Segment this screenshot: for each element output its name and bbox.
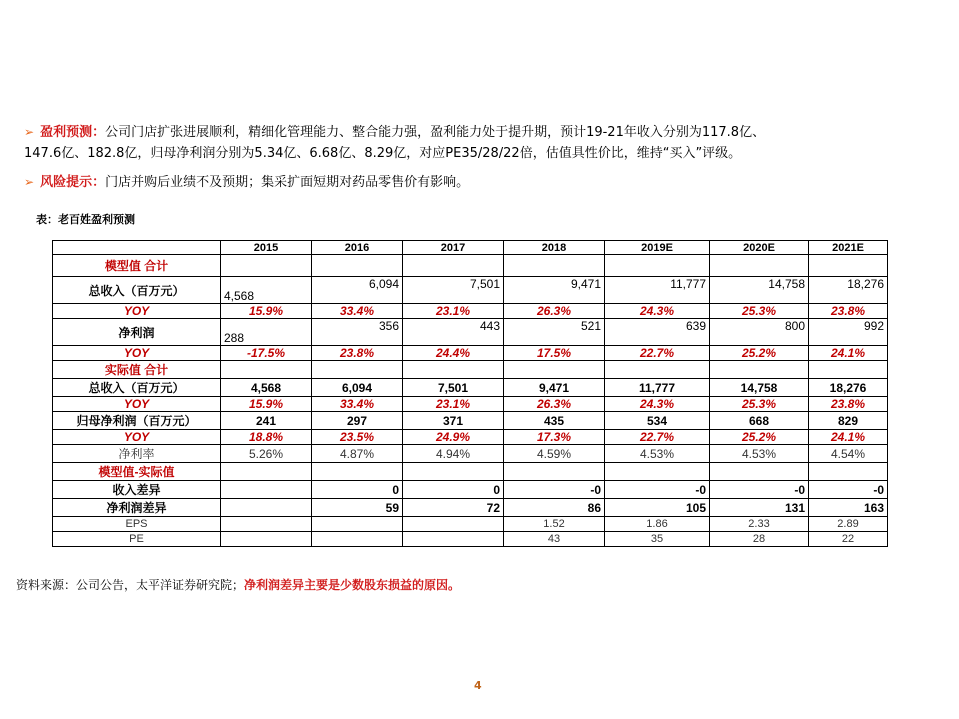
table-cell: 9,471: [504, 277, 605, 304]
table-row: [53, 430, 888, 445]
table-cell: 829: [809, 412, 888, 430]
table-cell: 24.3%: [605, 304, 710, 319]
table-cell: 4.59%: [504, 445, 605, 463]
section-label: 模型值 合计: [53, 255, 221, 277]
header-row: [53, 241, 888, 255]
table-cell: 24.1%: [809, 346, 888, 361]
source-note: [16, 576, 460, 593]
row-label: 总收入（百万元）: [53, 277, 221, 304]
table-row: [53, 517, 888, 532]
table-cell: 15.9%: [221, 397, 312, 412]
table-cell: 33.4%: [312, 304, 403, 319]
table-row: [53, 499, 888, 517]
row-label: 归母净利润（百万元）: [53, 412, 221, 430]
table-cell: 18,276: [809, 277, 888, 304]
table-cell: 992: [809, 319, 888, 346]
table-cell: [221, 499, 312, 517]
row-label: 净利润: [53, 319, 221, 346]
table-cell: -0: [504, 481, 605, 499]
row-label: YOY: [53, 304, 221, 319]
table-row: [53, 532, 888, 547]
profit-forecast-table: [52, 240, 888, 547]
table-cell: 297: [312, 412, 403, 430]
table-cell: [403, 517, 504, 532]
year-header: 2017: [403, 241, 504, 255]
table-cell: 23.8%: [809, 304, 888, 319]
table-cell: 23.1%: [403, 397, 504, 412]
arrow-bullet-icon: ➢: [24, 175, 35, 189]
table-cell: [221, 481, 312, 499]
section-label: 实际值 合计: [53, 361, 221, 379]
profit-forecast-bullet: [24, 122, 924, 164]
year-header: 2020E: [710, 241, 809, 255]
table-cell: 356: [312, 319, 403, 346]
row-label: 净利率: [53, 445, 221, 463]
table-row: [53, 304, 888, 319]
table-cell: 18,276: [809, 379, 888, 397]
arrow-bullet-icon: ➢: [24, 125, 35, 139]
table-cell: 26.3%: [504, 397, 605, 412]
table-cell: 4.53%: [710, 445, 809, 463]
table-row: [53, 277, 888, 304]
year-header: 2019E: [605, 241, 710, 255]
table-cell: 131: [710, 499, 809, 517]
table-cell: 17.5%: [504, 346, 605, 361]
year-header: 2018: [504, 241, 605, 255]
table-cell: 24.3%: [605, 397, 710, 412]
table-cell: 15.9%: [221, 304, 312, 319]
bullet-text: 门店并购后业绩不及预期；集采扩面短期对药品零售价有影响。: [105, 175, 470, 190]
table-row: [53, 346, 888, 361]
table-cell: 4,568: [221, 277, 312, 304]
table-cell: 11,777: [605, 277, 710, 304]
table-cell: 2.33: [710, 517, 809, 532]
table-row: [53, 379, 888, 397]
table-cell: 800: [710, 319, 809, 346]
table-cell: 639: [605, 319, 710, 346]
table-cell: 5.26%: [221, 445, 312, 463]
table-cell: 24.1%: [809, 430, 888, 445]
table-cell: [221, 532, 312, 547]
table-row: [53, 445, 888, 463]
source-highlight: 净利润差异主要是少数股东损益的原因。: [244, 578, 461, 592]
table-cell: 22.7%: [605, 430, 710, 445]
table-cell: 534: [605, 412, 710, 430]
bullet-text: 公司门店扩张进展顺利，精细化管理能力、整合能力强，盈利能力处于提升期，预计19-21年收入分别为117.8亿、: [105, 125, 766, 140]
row-label: 净利润差异: [53, 499, 221, 517]
table-cell: 1.52: [504, 517, 605, 532]
table-cell: 668: [710, 412, 809, 430]
risk-warning-bullet: [24, 172, 924, 193]
table-cell: 0: [312, 481, 403, 499]
bullet-text-continued: 147.6亿、182.8亿，归母净利润分别为5.34亿、6.68亿、8.29亿，对应PE35/28/22倍，估值具性价比，维持“买入”评级。: [24, 146, 742, 161]
table-cell: 435: [504, 412, 605, 430]
table-cell: 22: [809, 532, 888, 547]
table-cell: [312, 532, 403, 547]
table-cell: 25.3%: [710, 304, 809, 319]
table-cell: 28: [710, 532, 809, 547]
year-header: 2021E: [809, 241, 888, 255]
table-cell: -17.5%: [221, 346, 312, 361]
table-cell: 23.1%: [403, 304, 504, 319]
row-label: PE: [53, 532, 221, 547]
table-cell: 25.2%: [710, 346, 809, 361]
table-cell: 521: [504, 319, 605, 346]
row-label: 总收入（百万元）: [53, 379, 221, 397]
table-cell: 6,094: [312, 379, 403, 397]
table-cell: 6,094: [312, 277, 403, 304]
table-cell: 24.4%: [403, 346, 504, 361]
table-row: [53, 319, 888, 346]
table-cell: 4.87%: [312, 445, 403, 463]
table-cell: 17.3%: [504, 430, 605, 445]
table-cell: 86: [504, 499, 605, 517]
table-cell: [221, 517, 312, 532]
table-cell: 241: [221, 412, 312, 430]
table-cell: 1.86: [605, 517, 710, 532]
table-cell: 25.3%: [710, 397, 809, 412]
table-cell: 7,501: [403, 379, 504, 397]
table-cell: 4,568: [221, 379, 312, 397]
table-cell: 7,501: [403, 277, 504, 304]
table-cell: 2.89: [809, 517, 888, 532]
diff-section-row: [53, 463, 888, 481]
table-cell: 4.94%: [403, 445, 504, 463]
table-cell: 371: [403, 412, 504, 430]
table-cell: 105: [605, 499, 710, 517]
table-cell: 35: [605, 532, 710, 547]
table-cell: 4.53%: [605, 445, 710, 463]
table-cell: 24.9%: [403, 430, 504, 445]
table-row: [53, 481, 888, 499]
source-text: 资料来源：公司公告，太平洋证券研究院；: [16, 578, 245, 592]
section-label: 模型值-实际值: [53, 463, 221, 481]
table-cell: 4.54%: [809, 445, 888, 463]
table-cell: 18.8%: [221, 430, 312, 445]
table-cell: 23.8%: [809, 397, 888, 412]
year-header: 2015: [221, 241, 312, 255]
table-cell: 443: [403, 319, 504, 346]
row-label: 收入差异: [53, 481, 221, 499]
page-number: 4: [474, 679, 482, 692]
row-label: YOY: [53, 346, 221, 361]
table-cell: [312, 517, 403, 532]
table-cell: 14,758: [710, 379, 809, 397]
table-row: [53, 412, 888, 430]
table-cell: -0: [605, 481, 710, 499]
table-cell: -0: [710, 481, 809, 499]
table-cell: 22.7%: [605, 346, 710, 361]
bullet-key: 风险提示：: [40, 175, 106, 190]
table-cell: [403, 532, 504, 547]
table-cell: 14,758: [710, 277, 809, 304]
model-section-row: [53, 255, 888, 277]
table-cell: 288: [221, 319, 312, 346]
row-label: YOY: [53, 430, 221, 445]
table-cell: 33.4%: [312, 397, 403, 412]
row-label: YOY: [53, 397, 221, 412]
table-cell: 23.8%: [312, 346, 403, 361]
table-row: [53, 397, 888, 412]
row-label: EPS: [53, 517, 221, 532]
table-cell: 163: [809, 499, 888, 517]
table-cell: 11,777: [605, 379, 710, 397]
table-cell: 0: [403, 481, 504, 499]
bullet-key: 盈利预测：: [40, 125, 106, 140]
table-cell: 26.3%: [504, 304, 605, 319]
table-caption: 表：老百姓盈利预测: [36, 213, 135, 226]
table-cell: 43: [504, 532, 605, 547]
actual-section-row: [53, 361, 888, 379]
table-cell: -0: [809, 481, 888, 499]
header-cell: [53, 241, 221, 255]
table-cell: 9,471: [504, 379, 605, 397]
table-cell: 23.5%: [312, 430, 403, 445]
year-header: 2016: [312, 241, 403, 255]
table-cell: 25.2%: [710, 430, 809, 445]
table-cell: 59: [312, 499, 403, 517]
table-cell: 72: [403, 499, 504, 517]
